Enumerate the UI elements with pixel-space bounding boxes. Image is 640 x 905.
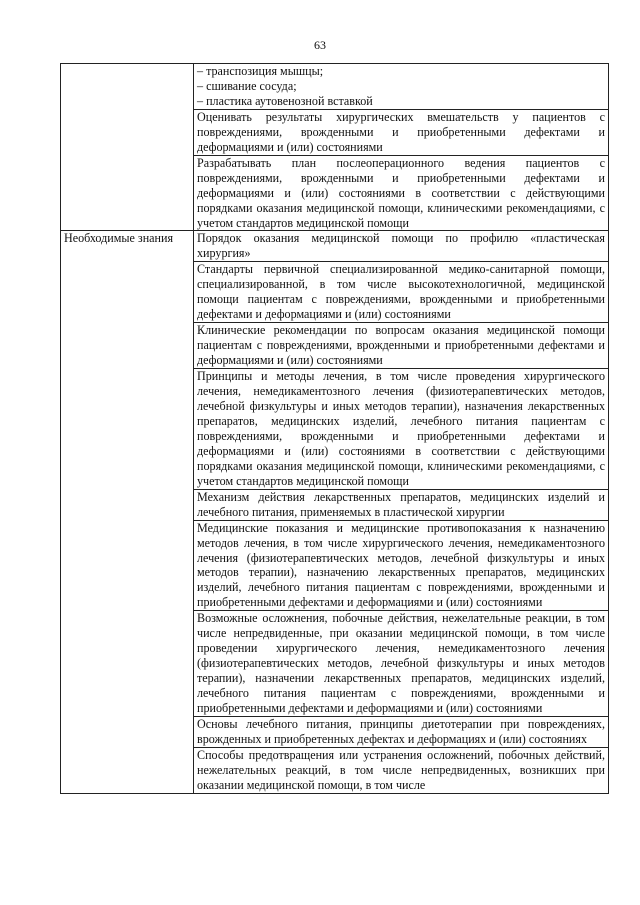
table-cell	[194, 109, 609, 155]
cell-text: Медицинские показания и медицинские противопоказания к назначению методов лечения, в том числе хирургического лечения, немедикаментозного лечения (физиотерапевтических методов, лечебной физкультуры и иных методов терапии), назначению лекарственных препаратов, медицинских изделий, лечебного питания пациентам с повреждениями, врожденными и приобретенными дефектами и деформациями и (или) состояниями	[197, 520, 605, 610]
row-label	[61, 64, 194, 231]
table-cell	[194, 716, 609, 747]
table-cell	[194, 323, 609, 369]
list-line: – пластика аутовенозной вставкой	[197, 93, 373, 108]
cell-text: Стандарты первичной специализированной медико-санитарной помощи, специализированной, в том числе высокотехнологичной, медицинской помощи пациентам с повреждениями, врожденными и приобретенными дефектами и деформациями и (или) состояниями	[197, 262, 605, 322]
cell-text: Разрабатывать план послеоперационного ведения пациентов с повреждениями, врожденными и приобретенными дефектами и деформациями и (или) состояниями в соответствии с действующими порядками оказания медицинской помощи, клиническими рекомендациями, с учетом стандартов медицинской помощи	[197, 155, 605, 230]
table-cell	[194, 611, 609, 717]
cell-text: Способы предотвращения или устранения осложнений, побочных действий, нежелательных реакций, в том числе непредвиденных, возникших при оказании медицинской помощи, в том числе	[197, 747, 605, 792]
cell-text: Механизм действия лекарственных препаратов, медицинских изделий и лечебного питания, применяемых в пластической хирургии	[197, 489, 605, 519]
table-cell	[194, 747, 609, 793]
cell-text: Порядок оказания медицинской помощи по профилю «пластическая хирургия»	[197, 231, 605, 261]
cell-text: Возможные осложнения, побочные действия, нежелательные реакции, в том числе непредвиденные, при оказании медицинской помощи, в том числе проведении хирургического лечения, немедикаментозного лечения (физиотерапевтических методов, лечебной физкультуры и иных методов терапии), назначении лекарственных препаратов, медицинских изделий, лечебного питания пациентам с повреждениями, врожденными и приобретенными дефектами и деформациями и (или) состояниями	[197, 611, 605, 716]
table-cell	[194, 155, 609, 231]
table-cell	[194, 64, 609, 110]
table-row	[61, 231, 609, 262]
cell-text: Принципы и методы лечения, в том числе проведения хирургического лечения, немедикаментозного лечения (физиотерапевтических методов, лечебной физкультуры и иных методов терапии), назначения лекарственных препаратов, медицинских изделий, лечебного питания пациентам с повреждениями, врожденными и приобретенными дефектами и деформациями и (или) состояниями в соответствии с действующими порядками оказания медицинской помощи, клиническими рекомендациями, с учетом стандартов медицинской помощи	[197, 369, 605, 488]
competency-table	[60, 63, 609, 794]
list-line: – транспозиция мышцы;	[197, 64, 324, 78]
table-row	[61, 64, 609, 110]
page-number: 63	[314, 38, 326, 52]
table-cell	[194, 369, 609, 490]
table-cell	[194, 489, 609, 520]
list-line: – сшивание сосуда;	[197, 78, 297, 93]
cell-text: Клинические рекомендации по вопросам оказания медицинской помощи пациентам с повреждениями, врожденными и приобретенными дефектами и деформациями и (или) состояниями	[197, 323, 605, 368]
row-label-required-knowledge: Необходимые знания	[61, 231, 194, 793]
cell-text: Основы лечебного питания, принципы диетотерапии при повреждениях, врожденных и приобретенных дефектах и деформациях и (или) состояниях	[197, 716, 605, 746]
table-cell	[194, 231, 609, 262]
table-cell	[194, 520, 609, 611]
table-cell	[194, 262, 609, 323]
cell-text: Оценивать результаты хирургических вмешательств у пациентов с повреждениями, врожденными и приобретенными дефектами и деформациями и (или) состояниями	[197, 109, 605, 154]
